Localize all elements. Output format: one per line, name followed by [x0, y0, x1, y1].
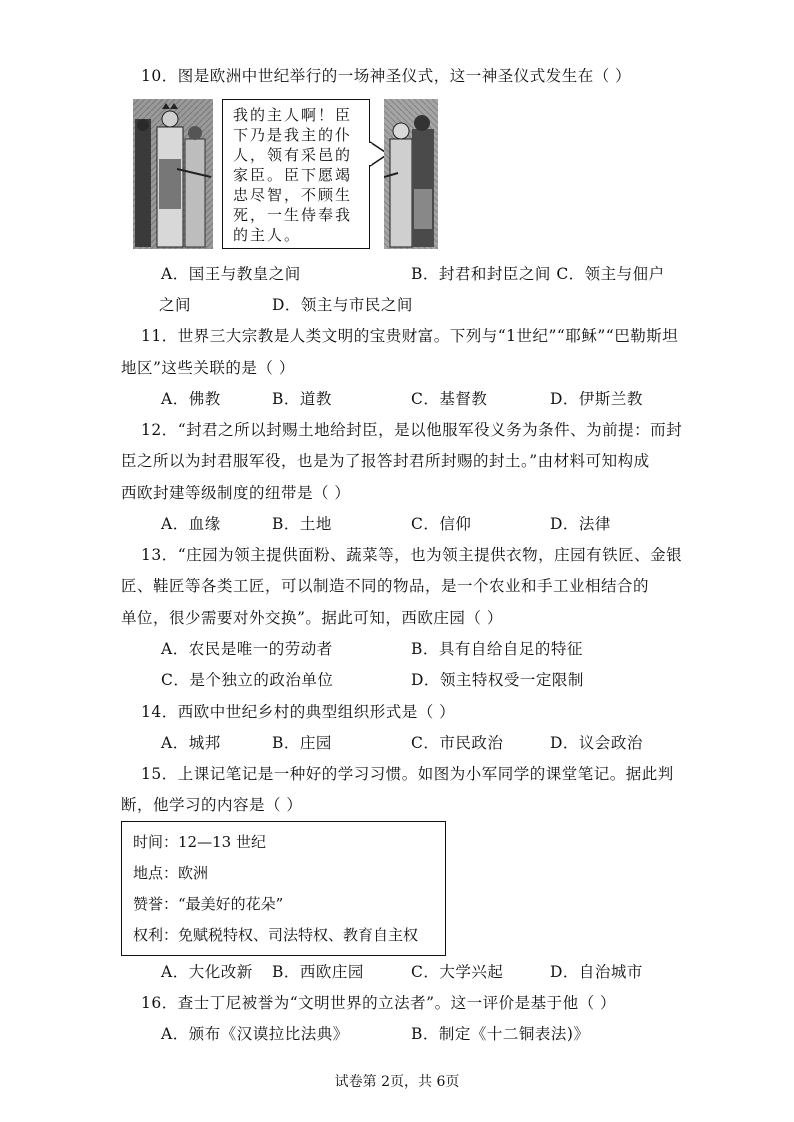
q16-option-a: A．颁布《汉谟拉比法典》: [161, 1025, 349, 1043]
q14-stem: 14．西欧中世纪乡村的典型组织形式是（ ）: [141, 703, 456, 721]
bubble-line: 忠尽智，不顾生: [233, 186, 353, 204]
note-line: 时间：12—13 世纪: [133, 833, 266, 851]
q13-stem-line3: 单位，很少需要对外交换”。据此可知，西欧庄园（ ）: [121, 609, 503, 627]
q11-stem-line1: 11．世界三大宗教是人类文明的宝贵财富。下列与“1世纪”“耶稣”“巴勒斯坦: [141, 327, 679, 345]
q12-option-d: D．法律: [550, 515, 611, 533]
q12-stem-line1: 12．“封君之所以封赐土地给封臣，是以他服军役义务为条件、为前提：而封: [141, 421, 683, 439]
q15-option-b: B．西欧庄园: [272, 963, 364, 981]
note-line: 赞誉：“最美好的花朵”: [133, 895, 284, 913]
q13-stem-line1: 13．“庄园为领主提供面粉、蔬菜等，也为领主提供衣物，庄园有铁匠、金银: [141, 546, 683, 564]
q12-stem-line2: 臣之所以为封君服军役，也是为了报答封君所封赐的封土。”由材料可知构成: [121, 452, 650, 470]
q15-option-d: D．自治城市: [550, 963, 643, 981]
q15-option-a: A．大化改新: [161, 963, 253, 981]
q14-option-a: A．城邦: [161, 734, 221, 752]
q15-stem-line2: 断，他学习的内容是（ ）: [121, 796, 303, 814]
q16-stem: 16．查士丁尼被誉为“文明世界的立法者”。这一评价是基于他（ ）: [141, 994, 617, 1012]
q11-option-a: A．佛教: [161, 390, 221, 408]
q10-option-a: A．国王与教皇之间: [161, 265, 301, 283]
q13-option-b: B．具有自给自足的特征: [411, 640, 583, 658]
q15-stem-line1: 15．上课记笔记是一种好的学习习惯。如图为小军同学的课堂笔记。据此判: [141, 765, 674, 783]
note-line: 地点：欧洲: [133, 864, 209, 882]
bubble-line: 死，一生侍奉我: [233, 206, 353, 224]
q12-option-c: C．信仰: [411, 515, 472, 533]
bubble-line: 的主人。: [233, 226, 302, 244]
q15-option-c: C．大学兴起: [411, 963, 504, 981]
page-footer: 试卷第 2页，共 6页: [334, 1074, 460, 1090]
q13-option-a: A．农民是唯一的劳动者: [161, 640, 333, 658]
class-notes-box: [121, 821, 446, 956]
vassal-illustration: [384, 99, 438, 249]
q10-option-d: D．领主与市民之间: [272, 296, 413, 314]
q11-option-c: C．基督教: [411, 390, 488, 408]
q13-stem-line2: 匠、鞋匠等各类工匠，可以制造不同的物品，是一个农业和手工业相结合的: [121, 577, 650, 595]
q10-stem: 10．图是欧洲中世纪举行的一场神圣仪式，这一神圣仪式发生在（ ）: [141, 67, 632, 85]
bubble-line: 人，领有采邑的: [233, 146, 353, 164]
bubble-line: 家臣。臣下愿竭: [233, 166, 353, 184]
q16-option-b: B．制定《十二铜表法)》: [411, 1025, 590, 1043]
q13-option-c: C．是个独立的政治单位: [161, 671, 334, 689]
q11-option-b: B．道教: [272, 390, 332, 408]
q14-option-b: B．庄园: [272, 734, 332, 752]
q13-option-d: D．领主特权受一定限制: [411, 671, 584, 689]
q12-option-b: B．土地: [272, 515, 332, 533]
bubble-line: 我的主人啊！臣: [233, 106, 353, 124]
bubble-line: 下乃是我主的仆: [233, 126, 353, 144]
q12-option-a: A．血缘: [161, 515, 221, 533]
q14-option-d: D．议会政治: [550, 734, 643, 752]
q14-option-c: C．市民政治: [411, 734, 504, 752]
q11-option-d: D．伊斯兰教: [550, 390, 643, 408]
q10-option-bc: B．封君和封臣之间 C．领主与佃户: [411, 265, 665, 283]
q10-option-c-cont: 之间: [159, 296, 192, 314]
speech-bubble: [222, 99, 370, 249]
q11-stem-line2: 地区”这些关联的是（ ）: [121, 359, 295, 377]
king-illustration: [133, 99, 213, 249]
q12-stem-line3: 西欧封建等级制度的纽带是（ ）: [121, 484, 351, 502]
note-line: 权利：免赋税特权、司法特权、教育自主权: [133, 926, 419, 944]
